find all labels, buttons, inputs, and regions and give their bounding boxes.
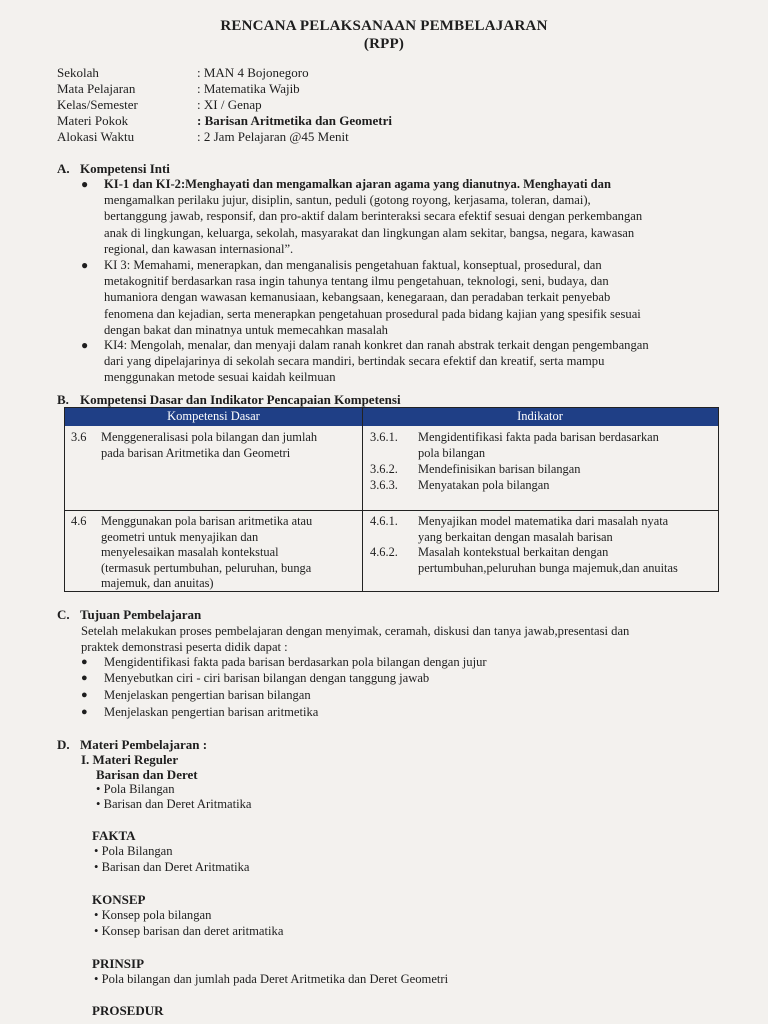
text-line: pertumbuhan,peluruhan bunga majemuk,dan anuitas (418, 560, 678, 575)
section-c-heading (57, 607, 201, 623)
section-b-heading (57, 392, 401, 408)
text-line: Masalah kontekstual berkaitan dengan (418, 545, 609, 559)
text-line (104, 208, 718, 224)
objective-intro (81, 623, 721, 655)
text-line (104, 353, 718, 369)
text-line (104, 192, 718, 208)
indicator-text (418, 430, 659, 461)
info-label: Alokasi Waktu (57, 129, 135, 144)
text-line-content: bertanggung jawab, responsif, dan pro-aktif dalam berinteraksi secara efektif sesuai dengan perkembangan (104, 209, 643, 224)
info-label: Kelas/Semester (57, 97, 138, 112)
text-line (104, 289, 718, 305)
section-title: Tujuan Pembelajaran (80, 607, 202, 622)
kd-text (101, 514, 359, 592)
section-title: Kompetensi Dasar dan Indikator Pencapaian Kompetensi (80, 392, 401, 407)
objective-item (81, 705, 319, 720)
ki-1-2-paragraph (104, 176, 718, 257)
materi-reguler-heading: I. Materi Reguler (81, 752, 179, 767)
kd-number: 3.6 (71, 430, 87, 444)
indicator-text: Menyatakan pola bilangan (418, 478, 550, 492)
prinsip-item: • Pola bilangan dan jumlah pada Deret Aritmetika dan Deret Geometri (94, 972, 449, 986)
objective-text: Menjelaskan pengertian barisan bilangan (104, 688, 311, 702)
text-line: Setelah melakukan proses pembelajaran dengan menyimak, ceramah, diskusi dan tanya jawab,presentasi dan (81, 624, 630, 638)
fakta-item: • Pola Bilangan (94, 844, 173, 858)
text-line: Menggunakan pola barisan aritmetika atau (101, 514, 313, 528)
text-line: majemuk, dan anuitas) (101, 576, 214, 590)
section-letter: B. (57, 392, 69, 407)
text-line-content: anak di lingkungan, keluarga, sekolah, masyarakat dan lingkungan alam sekitar, bangsa, negara, kawasan (104, 225, 635, 240)
section-a-heading (57, 161, 170, 177)
text-line (104, 176, 718, 192)
text-line-content: menggunakan metode sesuai kaidah keilmuan (104, 370, 336, 385)
text-line: yang berkaitan dengan masalah barisan (418, 529, 613, 544)
prinsip-heading: PRINSIP (92, 956, 145, 971)
barisan-deret-heading: Barisan dan Deret (96, 767, 198, 782)
text-line (104, 225, 718, 241)
text-line: praktek demonstrasi peserta didik dapat : (81, 640, 288, 655)
text-line-content: mengamalkan perilaku jujur, disiplin, santun, peduli (gotong royong, kerjasama, toleran, damai), (104, 193, 591, 208)
bullet-dot: ● (81, 177, 89, 191)
section-letter: C. (57, 607, 70, 622)
prinsip-item-text: Pola bilangan dan jumlah pada Deret Aritmetika dan Deret Geometri (101, 972, 449, 986)
kd-text (101, 430, 356, 461)
reg-item-text: Barisan dan Deret Aritmatika (103, 797, 252, 811)
text-line: pada barisan Aritmetika dan Geometri (101, 445, 291, 460)
indicator-number: 4.6.2. (370, 545, 398, 559)
objective-text: Menjelaskan pengertian barisan aritmetika (104, 705, 319, 719)
text-line-content: fenomena dan kejadian, serta menerapkan pengetahuan prosedural pada bidang kajian yang spesifik sesuai (104, 306, 641, 321)
text-line: Menyajikan model matematika dari masalah nyata (418, 514, 669, 528)
objective-text: Menyebutkan ciri - ciri barisan bilangan dengan tanggung jawab (104, 671, 430, 685)
text-line-content: regional, dan kawasan internasional”. (104, 241, 294, 256)
section-title: Materi Pembelajaran : (80, 737, 208, 752)
text-line-content: metakognitif berdasarkan rasa ingin tahunya tentang ilmu pengetahuan, teknologi, seni, budaya, dan (104, 274, 609, 289)
text-line: menyelesaikan masalah kontekstual (101, 545, 279, 559)
section-title: Kompetensi Inti (80, 161, 170, 176)
prosedur-heading: PROSEDUR (92, 1003, 164, 1018)
text-line: Menggeneralisasi pola bilangan dan jumlah (101, 430, 318, 444)
objective-text: Mengidentifikasi fakta pada barisan berdasarkan pola bilangan dengan jujur (104, 655, 487, 669)
konsep-item-text: Konsep barisan dan deret aritmatika (101, 924, 284, 938)
column-divider (362, 408, 363, 591)
info-label: Sekolah (57, 65, 99, 80)
column-header-kd: Kompetensi Dasar (167, 409, 260, 423)
text-line: geometri untuk menyajikan dan (101, 529, 259, 544)
bullet-dot: ● (81, 689, 88, 701)
indicator-number: 3.6.2. (370, 462, 398, 476)
info-label: Mata Pelajaran (57, 81, 136, 96)
bullet-dot: ● (81, 656, 88, 668)
ki-3-paragraph (104, 257, 718, 338)
reg-item: • Barisan dan Deret Aritmatika (96, 797, 252, 811)
text-line: (termasuk pertumbuhan, peluruhan, bunga (101, 560, 312, 575)
text-line-content: dengan bakat dan minatnya untuk memecahkan masalah (104, 322, 388, 337)
ki-4-paragraph (104, 337, 718, 386)
text-line (104, 273, 718, 289)
indicator-number: 4.6.1. (370, 514, 398, 528)
row-divider (65, 510, 718, 511)
competency-table (64, 407, 719, 592)
konsep-item: • Konsep pola bilangan (94, 908, 212, 922)
kd-number: 4.6 (71, 514, 87, 528)
bullet-dot: ● (81, 706, 88, 718)
indicator-text: Mendefinisikan barisan bilangan (418, 462, 581, 476)
reg-item: • Pola Bilangan (96, 782, 175, 796)
text-line: Mengidentifikasi fakta pada barisan berdasarkan (418, 430, 659, 444)
indicator-number: 3.6.1. (370, 430, 398, 444)
section-d-heading (57, 737, 207, 753)
fakta-item-text: Barisan dan Deret Aritmatika (101, 860, 250, 874)
konsep-item-text: Konsep pola bilangan (101, 908, 212, 922)
text-line-content: KI 3: Memahami, menerapkan, dan menganalisis pengetahuan faktual, konseptual, prosedural, dan (104, 258, 602, 272)
bullet-dot: ● (81, 672, 88, 684)
text-line (104, 369, 718, 385)
bullet-dot: ● (81, 338, 89, 352)
info-value: : Barisan Aritmetika dan Geometri (197, 113, 392, 128)
reg-item-text: Pola Bilangan (103, 782, 175, 796)
text-line (104, 306, 718, 322)
indicator-text (418, 545, 678, 576)
info-value: : MAN 4 Bojonegoro (197, 65, 309, 80)
info-value: : Matematika Wajib (197, 81, 300, 96)
text-line (104, 337, 718, 353)
text-line-bold: KI-1 dan KI-2:Menghayati dan mengamalkan ajaran agama yang dianutnya. Menghayati dan (104, 177, 611, 191)
info-value: : 2 Jam Pelajaran @45 Menit (197, 129, 349, 144)
indicator-number: 3.6.3. (370, 478, 398, 492)
text-line-content: KI4: Mengolah, menalar, dan menyaji dalam ranah konkret dan ranah abstrak terkait dengan pengembangan (104, 338, 649, 352)
text-line-content: humaniora dengan wawasan kemanusiaan, kebangsaan, kenegaraan, dan peradaban terkait penyebab (104, 290, 611, 305)
text-line-content: dari yang dipelajarinya di sekolah secara mandiri, bertindak secara efektif dan kreatif, serta mampu (104, 354, 605, 369)
bullet-dot: ● (81, 258, 89, 272)
text-line (104, 257, 718, 273)
column-header-indicator: Indikator (517, 409, 563, 423)
text-line (104, 322, 718, 338)
fakta-item: • Barisan dan Deret Aritmatika (94, 860, 250, 874)
objective-item (81, 688, 311, 703)
info-label: Materi Pokok (57, 113, 129, 128)
text-line: pola bilangan (418, 445, 486, 460)
section-letter: A. (57, 161, 70, 176)
info-value: : XI / Genap (197, 97, 262, 112)
objective-item (81, 671, 430, 686)
table-header (65, 408, 718, 426)
document-subtitle: (RPP) (363, 36, 405, 52)
section-letter: D. (57, 737, 70, 752)
objective-item (81, 655, 487, 670)
indicator-text (418, 514, 668, 545)
document-title: RENCANA PELAKSANAAN PEMBELAJARAN (220, 18, 548, 34)
fakta-heading: FAKTA (92, 828, 136, 843)
fakta-item-text: Pola Bilangan (101, 844, 173, 858)
text-line (104, 241, 718, 257)
konsep-heading: KONSEP (92, 892, 146, 907)
konsep-item: • Konsep barisan dan deret aritmatika (94, 924, 284, 938)
